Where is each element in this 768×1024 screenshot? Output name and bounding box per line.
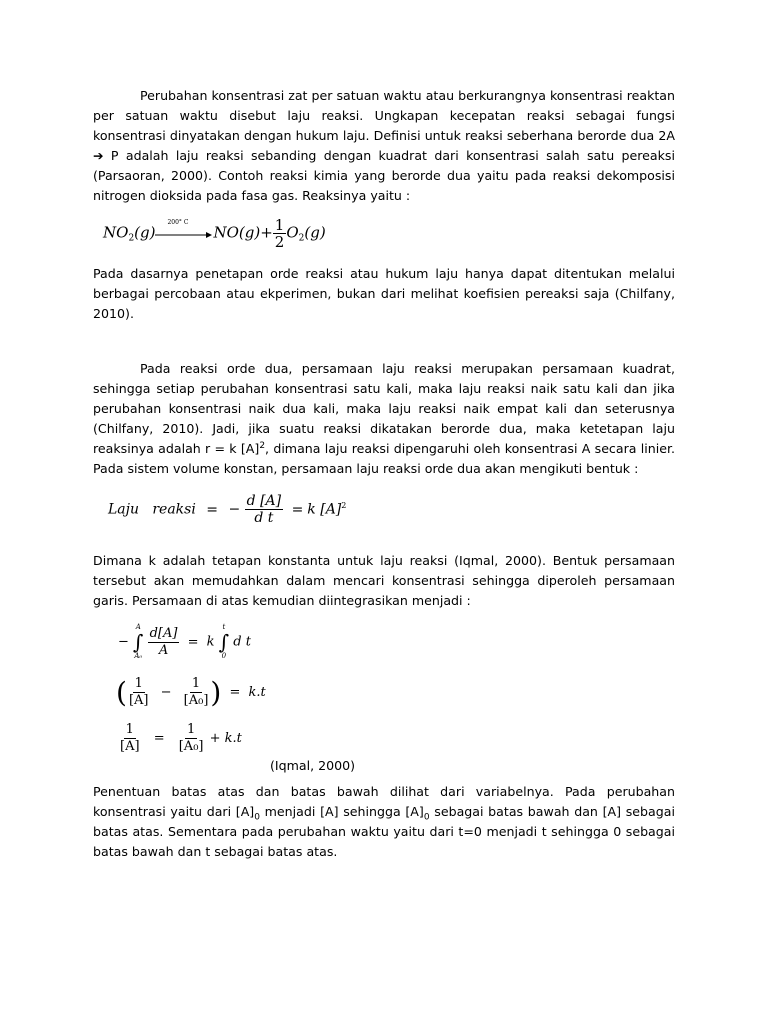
rate-fraction: $\frac{d [A]}{\text{d t}}$ bbox=[246, 493, 282, 526]
product-o2: O bbox=[286, 223, 299, 242]
paragraph-second-order: Pada reaksi orde dua, persamaan laju reaksi merupakan persamaan kuadrat, sehingga setiap perubahan konsentrasi satu kali, maka laju reaksi naik satu kali dan jika perubahan konsentrasi naik dua kali, maka laju reaksi naik empat kali dan seterusnya (Chilfany, 2010). Jadi, jika suatu reaksi dikatakan berorde dua, maka ketetapan laju reaksinya adalah r = k $[A]^2$, dimana laju reaksi dipengaruhi oleh konsentrasi A secara linier. Pada sistem volume konstan, persamaan laju reaksi orde dua akan mengikuti bentuk : bbox=[93, 361, 675, 476]
integral-sign-2: t ∫ 0 bbox=[218, 623, 230, 660]
citation-iqmal: (Iqmal, 2000) bbox=[270, 758, 356, 773]
arrow-icon bbox=[155, 227, 213, 241]
product-no: NO(g) bbox=[213, 223, 261, 242]
integral-line-1: − A ∫ A₀ $\frac{d[A]}{A}$ = k t ∫ 0 d t bbox=[118, 623, 251, 660]
reaction-arrow bbox=[155, 218, 213, 241]
reactant: NO bbox=[103, 223, 129, 242]
reactant-subscript: 2 bbox=[128, 233, 135, 244]
reaction-equation: $NO_2(g)$ 200° C NO(g)+ $\frac{1}{2}$ $O_2(g)$ bbox=[103, 216, 326, 251]
reactant-state: (g) bbox=[134, 223, 156, 242]
rate-rhs: k [A] bbox=[307, 501, 342, 518]
integral-sign-1: A ∫ A₀ bbox=[133, 623, 144, 660]
paragraph-limits: Penentuan batas atas dan batas bawah dilihat dari variabelnya. Pada perubahan konsentrasi yaitu dari $[A]_0$ menjadi [A] sehingga $[A]_0$ sebagai batas bawah dan [A] sebagai batas atas. Sementara pada perubahan waktu yaitu dari t=0 menjadi t sehingga 0 sebagai batas bawah dan t sebagai batas atas. bbox=[93, 784, 675, 859]
integral-fraction-1: $\frac{d[A]}{A}$ bbox=[149, 625, 178, 658]
paragraph-intro-text: Perubahan konsentrasi zat per satuan waktu atau berkurangnya konsentrasi reaktan per satuan waktu disebut laju reaksi. Ungkapan kecepatan reaksi sebagai fungsi konsentrasi dinyatakan dengan hukum laju. Definisi untuk reaksi seberhana berorde dua 2A ➔ P adalah laju reaksi sebanding dengan kuadrat dari konsentrasi salah satu pereaksi (Parsaoran, 2000). Contoh reaksi kimia yang berorde dua yaitu pada reaksi dekomposisi nitrogen dioksida pada fasa gas. Reaksinya yaitu : bbox=[93, 88, 675, 203]
paragraph-definition-text: Dimana k adalah tetapan konstanta untuk laju reaksi (Iqmal, 2000). Bentuk persamaan tersebut akan memudahkan dalam mencari konsentrasi sehingga diperoleh persamaan garis. Persamaan di atas kemudian diintegrasikan menjadi : bbox=[93, 553, 675, 608]
product-o2-subscript: 2 bbox=[298, 233, 305, 244]
integral-line-2: ( $\frac{1}{[A]}$ − $\frac{1}{\text{[A₀]}}$ ) = k.t bbox=[116, 676, 266, 709]
rate-equation: Laju reaksi = − $\frac{d [A]}{\text{d t}}$ = k $[A]^2$ bbox=[108, 493, 347, 526]
product-o2-state: (g) bbox=[304, 223, 326, 242]
rate-lhs: Laju reaksi bbox=[108, 501, 196, 518]
exponent: 2 bbox=[259, 440, 266, 451]
integral-line-3: $\frac{1}{[A]}$ = $\frac{1}{\text{[A₀]}}$ + k.t bbox=[120, 722, 242, 754]
reaction-condition: 200° C bbox=[167, 218, 189, 226]
paragraph-order-text: Pada dasarnya penetapan orde reaksi atau hukum laju hanya dapat ditentukan melalui berbagai percobaan atau ekperimen, bukan dari melihat koefisien pereaksi saja (Chilfany, 2010). bbox=[93, 266, 675, 321]
paragraph-order bbox=[93, 264, 675, 324]
paragraph-definition bbox=[93, 551, 675, 611]
paragraph-intro bbox=[93, 86, 675, 206]
coefficient-fraction: $\frac{1}{2}$ bbox=[274, 216, 285, 251]
